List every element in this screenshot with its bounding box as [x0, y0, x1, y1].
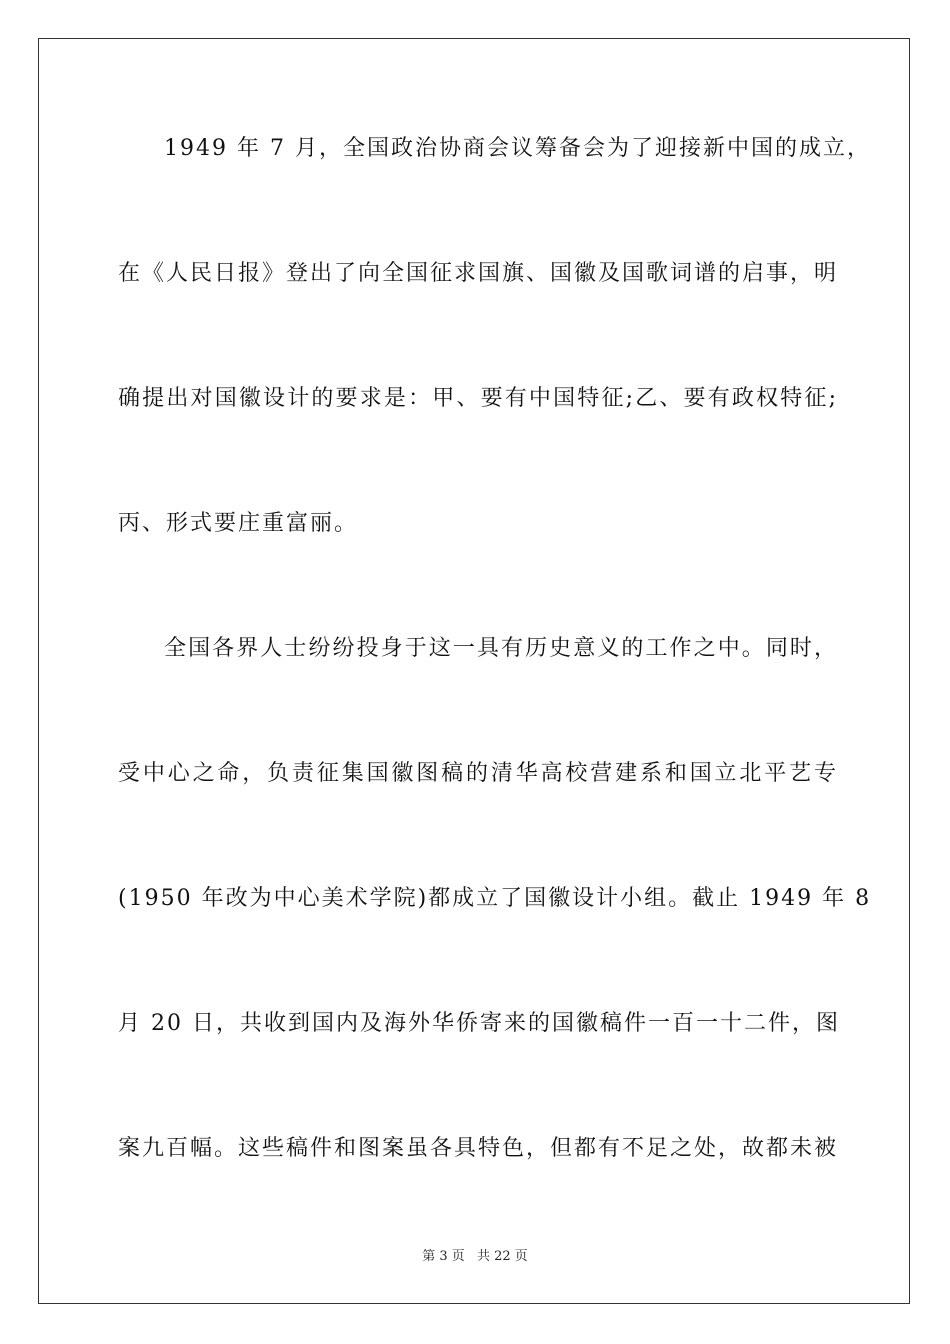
text-line: 1949 年 7 月，全国政治协商会议筹备会为了迎接新中国的成立， — [164, 136, 871, 161]
text-line: 确提出对国徽设计的要求是：甲、要有中国特征;乙、要有政权特征; — [118, 386, 838, 411]
text-line: (1950 年改为中心美术学院)都成立了国徽设计小组。截止 1949 年 8 — [118, 886, 872, 911]
text-line: 案九百幅。这些稿件和图案虽各具特色，但都有不足之处，故都未被 — [118, 1136, 839, 1161]
text-line: 在《人民日报》登出了向全国征求国旗、国徽及国歌词谱的启事，明 — [118, 261, 839, 286]
page-footer — [0, 1248, 950, 1266]
text-line: 受中心之命，负责征集国徽图稿的清华高校营建系和国立北平艺专 — [118, 761, 838, 786]
total-pages: 共 22 页 — [476, 1249, 528, 1264]
text-line: 丙、形式要庄重富丽。 — [118, 511, 359, 536]
text-line: 月 20 日，共收到国内及海外华侨寄来的国徽稿件一百一十二件，图 — [118, 1011, 840, 1036]
text-line: 全国各界人士纷纷投身于这一具有历史意义的工作之中。同时， — [164, 636, 838, 661]
page-number: 第 3 页 — [422, 1249, 465, 1264]
page-border — [38, 38, 910, 1304]
